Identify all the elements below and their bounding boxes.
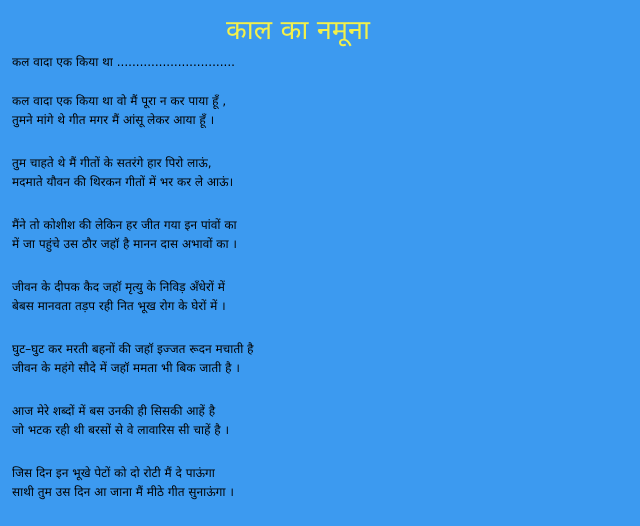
stanza-7-line-1: जिस दिन इन भूखे पेटों को दो रोटी मैं दे पाऊंगा: [12, 466, 215, 480]
stanza-5: [12, 340, 632, 378]
stanza-4-line-1: जीवन के दीपक कैद जहॉ मृत्यु के निविड़ अँधेरों में: [12, 280, 225, 294]
stanza-6-line-1: आज मेरे शब्दों में बस उनकी ही सिसकी आहें है: [12, 404, 216, 418]
stanza-4: [12, 278, 632, 316]
stanza-6: [12, 402, 632, 440]
poem-stanzas: [12, 92, 632, 526]
stanza-1: [12, 92, 632, 130]
stanza-3-line-1: मैंने तो कोशीश की लेकिन हर जीत गया इन पांवों का: [12, 218, 237, 232]
stanza-1-line-1: कल वादा एक किया था वो मैं पूरा न कर पाया हूँ ,: [12, 94, 227, 108]
stanza-7-line-2: साथी तुम उस दिन आ जाना मैं मीठे गीत सुनाऊंगा ।: [12, 485, 234, 499]
stanza-3: [12, 216, 632, 254]
stanza-5-line-2: जीवन के महंगे सौदे में जहॉ ममता भी बिक जाती है ।: [12, 361, 240, 375]
stanza-5-line-1: घुट–घुट कर मरती बहनों की जहॉ इज्जत रूदन मचाती है: [12, 342, 254, 356]
poem-intro-line: कल वादा एक किया था ...............................: [12, 55, 235, 69]
stanza-3-line-2: में जा पहुंचे उस ठौर जहॉ है मानन दास अभावों का ।: [12, 237, 237, 251]
stanza-1-line-2: तुमने मांगे थे गीत मगर मैं आंसू लेकर आया हूँ ।: [12, 113, 215, 127]
stanza-6-line-2: जो भटक रही थी बरसों से वे लावारिस सी चाहें है ।: [12, 423, 229, 437]
stanza-2-line-1: तुम चाहते थे मैं गीतों के सतरंगे हार पिरो लाऊं,: [12, 156, 212, 170]
stanza-4-line-2: बेबस मानवता तड़प रही नित भूख रोग के घेरों में ।: [12, 299, 226, 313]
stanza-7: [12, 464, 632, 502]
stanza-2: [12, 154, 632, 192]
stanza-2-line-2: मदमाते यौवन की थिरकन गीतों में भर कर ले आऊं।: [12, 175, 234, 189]
poem-title: काल का नमूना: [225, 15, 371, 46]
